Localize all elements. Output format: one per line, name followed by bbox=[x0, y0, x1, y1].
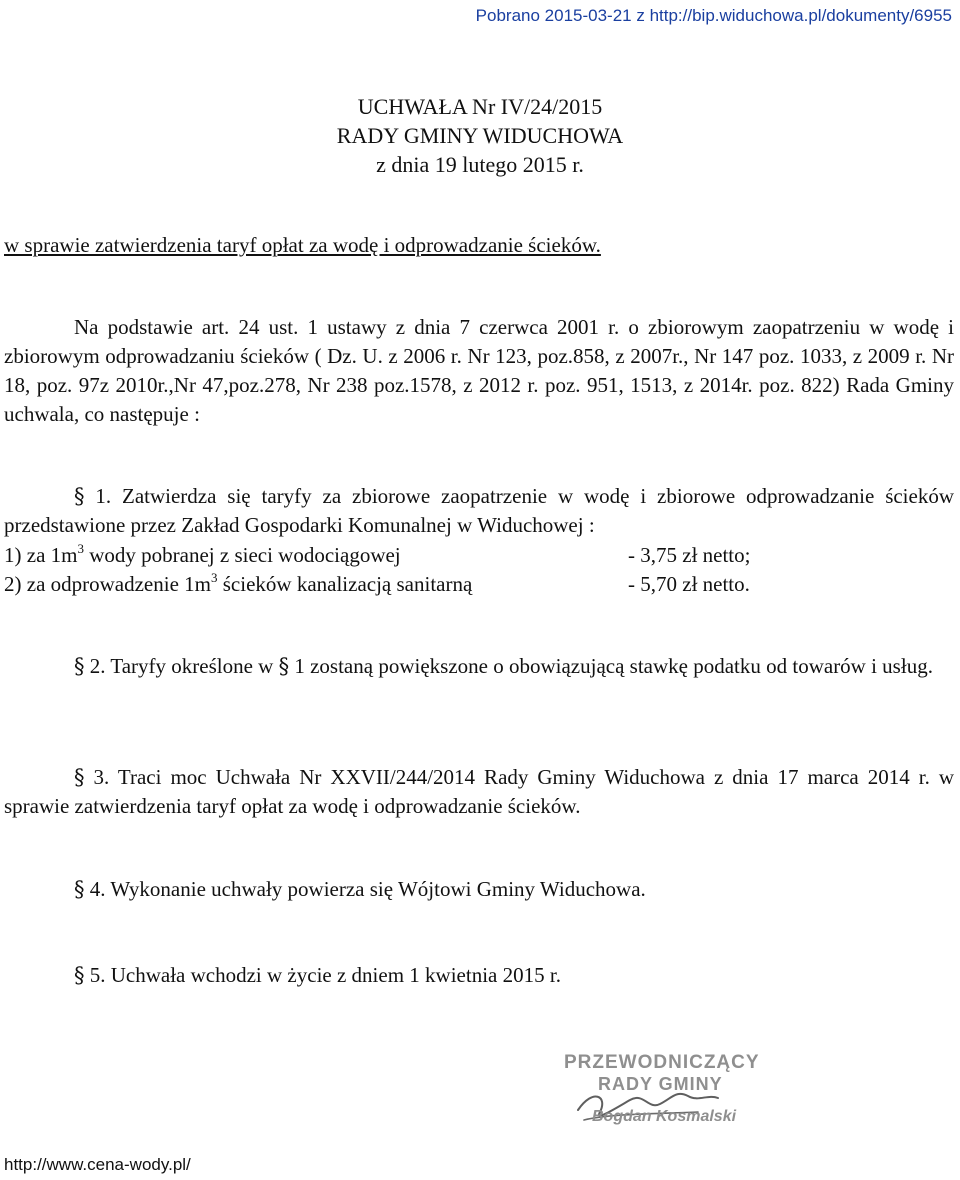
resolution-date: z dnia 19 lutego 2015 r. bbox=[376, 152, 584, 177]
tariff-item-water: 1) za $1m^3$ wody pobranej z sieci wodociągowej bbox=[4, 541, 401, 567]
section-5-paragraph: § 5. Uchwała wchodzi w życie z dniem 1 kwietnia 2015 r. bbox=[74, 963, 561, 987]
stamp-council: RADY GMINY bbox=[598, 1074, 723, 1094]
tariff-price-water: - 3,75 zł netto; bbox=[628, 543, 751, 567]
preamble-paragraph: Na podstawie art. 24 ust. 1 ustawy z dnia 7 czerwca 2001 r. o zbiorowym zaopatrzeniu w wodę i zbiorowym odprowadzaniu ścieków ( Dz. U. z 2006 r. Nr 123, poz.858, z 2007r., Nr 147 poz. 1033, z 2009 r. Nr 18, poz. 97z 2010r.,Nr 47,poz.278, Nr 238 poz.1578, z 2012 r. poz. 951, 1513, z 2014r. poz. 822) Rada Gminy uchwala, co następuje : bbox=[4, 315, 954, 426]
section-symbol: § bbox=[74, 963, 85, 987]
section-4-paragraph: § 4. Wykonanie uchwały powierza się Wójtowi Gminy Widuchowa. bbox=[74, 877, 646, 901]
section-symbol: § bbox=[74, 654, 85, 678]
tariff-price-sewage: - 5,70 zł netto. bbox=[628, 572, 750, 596]
section-1-text: 1. Zatwierdza się taryfy za zbiorowe zaopatrzenie w wodę i zbiorowe odprowadzanie ścieków przedstawione przez Zakład Gospodarki Komunalnej w Widuchowej : bbox=[4, 484, 955, 537]
stamp-name: Bogdan Kosmalski bbox=[592, 1108, 737, 1125]
council-name: RADY GMINY WIDUCHOWA bbox=[336, 123, 624, 148]
section-3-paragraph: § 3. Traci moc Uchwała Nr XXVII/244/2014 Rady Gminy Widuchowa z dnia 17 marca 2014 r. w sprawie zatwierdzenia taryf opłat za wodę i odprowadzanie ścieków. bbox=[4, 765, 955, 818]
download-source-link[interactable]: Pobrano 2015-03-21 z http://bip.widuchowa.pl/dokumenty/6955 bbox=[475, 6, 952, 25]
resolution-number: UCHWAŁA Nr IV/24/2015 bbox=[357, 94, 603, 119]
section-symbol: § bbox=[74, 484, 85, 508]
resolution-title bbox=[0, 92, 960, 179]
section-1-paragraph bbox=[4, 482, 954, 540]
chairman-stamp bbox=[548, 1050, 778, 1134]
stamp-title: PRZEWODNICZĄCY bbox=[564, 1052, 760, 1073]
section-symbol-inline: § bbox=[278, 654, 290, 678]
section-2-paragraph: § 2. Taryfy określone w § 1 zostaną powiększone o obowiązującą stawkę podatku od towarów i usług. bbox=[74, 654, 933, 678]
resolution-subject: w sprawie zatwierdzenia taryf opłat za wodę i odprowadzanie ścieków. bbox=[4, 233, 601, 257]
section-symbol: § bbox=[74, 765, 85, 789]
tariff-item-sewage: 2) za odprowadzenie $1m^3$ ścieków kanalizacją sanitarną bbox=[4, 570, 473, 596]
section-symbol: § bbox=[74, 877, 85, 901]
footer-url-link[interactable]: http://www.cena-wody.pl/ bbox=[4, 1155, 191, 1174]
